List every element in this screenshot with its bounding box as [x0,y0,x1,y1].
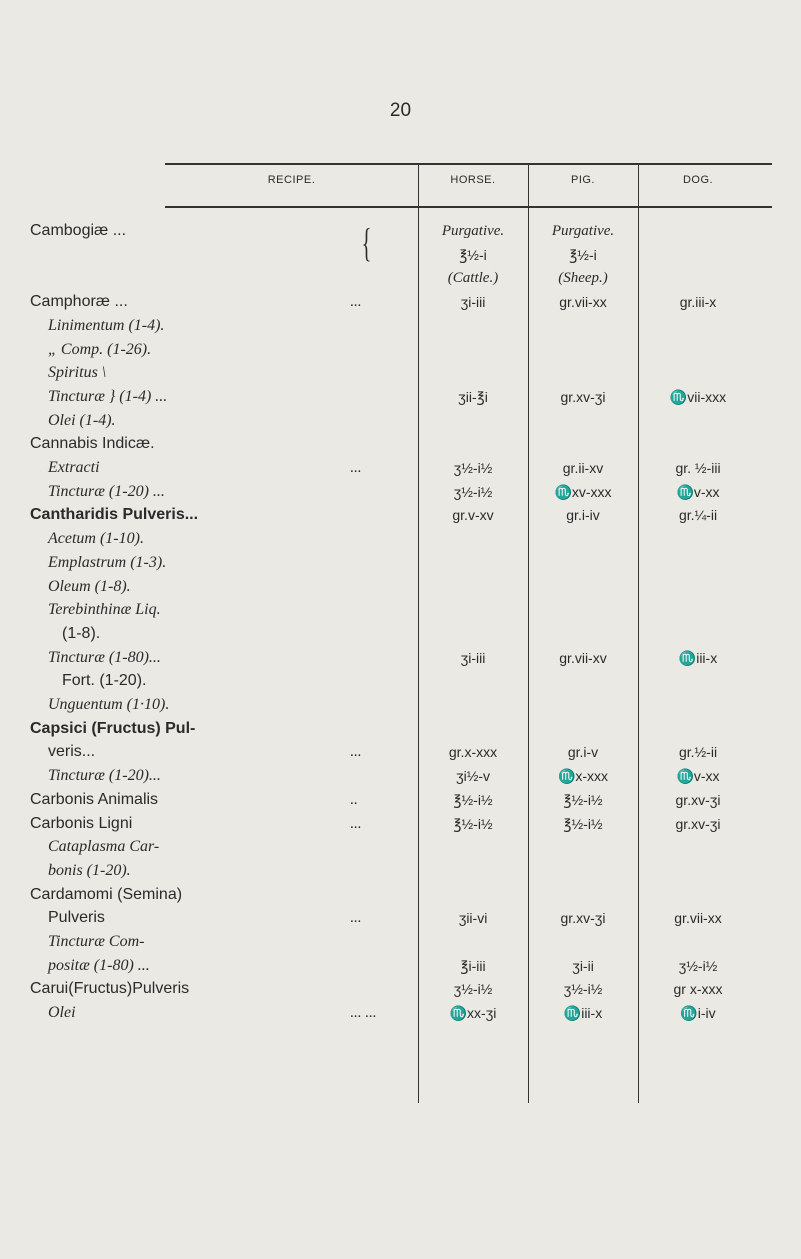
dose-horse: ʒi½-v [455,768,491,785]
table-row [0,481,801,503]
recipe-name: Carbonis Ligni [30,814,133,832]
dose-dog: ♏i-iv [680,1005,716,1022]
table-row [0,433,801,455]
dose-dog: ♏v-xx [676,483,720,500]
recipe-name: Terebinthinæ Liq. [48,601,161,619]
recipe-name: Camphoræ ... [30,293,128,311]
dose-horse: ʒ½-i½ [453,483,493,500]
recipe-name: Fort. (1-20). [62,672,147,690]
recipe-name: Linimentum (1-4). [48,316,165,334]
recipe-name: Pulveris [48,909,105,927]
recipe-name: Capsici (Fructus) Pul- [30,719,196,737]
table-row [0,813,801,835]
dose-horse: ʒ½-i½ [453,460,493,476]
recipe-name: Tincturæ Com- [48,933,145,950]
recipe-name: Cambogiæ ... [30,222,127,239]
dose-pig: ♏xv-xxx [554,483,612,500]
dose-dog: gr.¼-ii [678,507,718,524]
dose-dog: ♏v-xx [676,768,720,785]
dose-dog: ʒ½-i½ [678,957,718,974]
brace-cambogiae: { [361,220,372,265]
dose-pig: ℥½-i½ [563,791,603,808]
dose-dog: gr.iii-x [679,294,717,311]
recipe-name: Cardamomi (Semina) [30,885,183,903]
leader-dots: ... [350,910,362,927]
recipe-name: Tincturæ (1-20) ... [48,482,165,500]
table-row [0,623,801,645]
dose-pig: gr.vii-xx [559,294,607,311]
leader-dots: ... ... [350,1005,377,1022]
header-dog: DOG. [682,174,714,186]
dose-pig: Purgative. [551,223,615,239]
table-row [0,552,801,574]
dose-horse: Purgative. [441,223,505,239]
dose-dog: ♏vii-xxx [669,388,727,405]
table-row [0,291,801,313]
table-top-rule [165,163,772,165]
dose-pig: ♏x-xxx [557,768,609,785]
table-row [0,576,801,598]
recipe-name: Olei (1-4). [48,411,116,429]
table-row [0,931,801,953]
dose-pig: gr.i-v [567,744,599,761]
dose-pig: gr.vii-xv [559,649,607,666]
table-row [0,386,801,408]
dose-pig: gr.xv-ʒi [560,388,606,405]
recipe-name: Extracti [48,459,100,476]
leader-dots: ... [350,294,362,311]
table-row [0,220,801,242]
dose-horse: ʒii-vi [458,910,488,927]
leader-dots: ... [350,460,362,476]
dose-pig: gr.ii-xv [562,460,604,476]
dose-dog: gr.vii-xx [674,910,722,927]
leader-dots: ... [350,744,362,761]
table-row [0,647,801,669]
table-row [0,978,801,1000]
dose-horse: gr.x-xxx [448,744,498,761]
recipe-name: Tincturæ (1-20)... [48,767,161,785]
recipe-name: Tincturæ (1-80)... [48,648,161,666]
recipe-name: (1-8). [62,624,101,642]
recipe-name: Tincturæ } (1-4) ... [48,387,168,405]
dose-horse: gr.v-xv [452,507,494,524]
table-row [0,599,801,621]
table-row [0,741,801,763]
table-row [0,244,801,266]
dose-dog: gr. ½-iii [675,460,721,476]
dose-horse: ℥½-i½ [453,791,493,808]
table-row [0,718,801,740]
table-row [0,907,801,929]
dose-horse: ʒi-iii [460,649,486,666]
dose-pig: gr.xv-ʒi [560,910,606,927]
dose-dog: gr.½-ii [678,744,718,761]
dose-horse: ʒii-℥i [458,388,488,405]
recipe-name: Cataplasma Car- [48,838,160,856]
dose-horse: ℥½-i½ [453,815,493,832]
dose-dog: gr.xv-ʒi [675,815,721,832]
table-row [0,955,801,977]
table-row [0,765,801,787]
dose-dog: ♏iii-x [678,649,718,666]
header-rule [165,206,772,208]
table-row [0,694,801,716]
header-horse: HORSE. [450,174,496,186]
dose-pig: ʒ½-i½ [563,981,603,998]
recipe-name: Spiritus \ [48,364,107,382]
table-row [0,339,801,361]
dose-horse: ʒ½-i½ [453,981,493,998]
dose-pig: ♏iii-x [563,1005,603,1022]
table-row [0,836,801,858]
table-row [0,315,801,337]
table-row [0,410,801,432]
recipe-name: Acetum (1-10). [48,530,144,548]
recipe-name: bonis (1-20). [48,861,131,879]
table-row [0,1002,801,1024]
table-row [0,457,801,479]
dose-pig: gr.i-iv [566,507,600,524]
header-pig: PIG. [570,174,595,186]
dose-horse: ℥½-i [459,246,487,263]
dose-dog: gr x-xxx [673,981,723,998]
dose-pig: (Sheep.) [558,270,608,287]
dose-horse: (Cattle.) [447,270,499,287]
dose-horse: ♏xx-ʒi [449,1005,497,1022]
table-row [0,504,801,526]
table-row [0,528,801,550]
table-row [0,267,801,289]
table-row [0,362,801,384]
leader-dots: .. [350,791,358,808]
dose-dog: gr.xv-ʒi [675,791,721,808]
dose-pig: ℥½-i½ [563,815,603,832]
recipe-name: Cantharidis Pulveris... [30,506,199,524]
leader-dots: ... [350,815,362,832]
recipe-name: Oleum (1-8). [48,577,131,595]
recipe-name: veris... [48,743,96,761]
recipe-name: Carbonis Animalis [30,790,159,808]
header-recipe: RECIPE. [267,174,316,186]
table-row [0,670,801,692]
dose-horse: ʒi-iii [460,294,486,311]
recipe-name: Olei [48,1004,76,1022]
recipe-name: Emplastrum (1-3). [48,553,167,571]
recipe-name: Unguentum (1·10). [48,696,170,713]
recipe-name: „ Comp. (1-26). [48,340,152,358]
page-number: 20 [389,100,412,121]
recipe-name: Carui(Fructus)Pulveris [30,980,190,998]
dose-horse: ℥i-iii [460,957,486,974]
recipe-name: positæ (1-80) ... [48,956,150,974]
table-row [0,860,801,882]
dose-pig: ℥½-i [569,246,597,263]
recipe-name: Cannabis Indicæ. [30,435,155,453]
dose-pig: ʒi-ii [572,957,594,974]
table-row [0,789,801,811]
table-row [0,884,801,906]
